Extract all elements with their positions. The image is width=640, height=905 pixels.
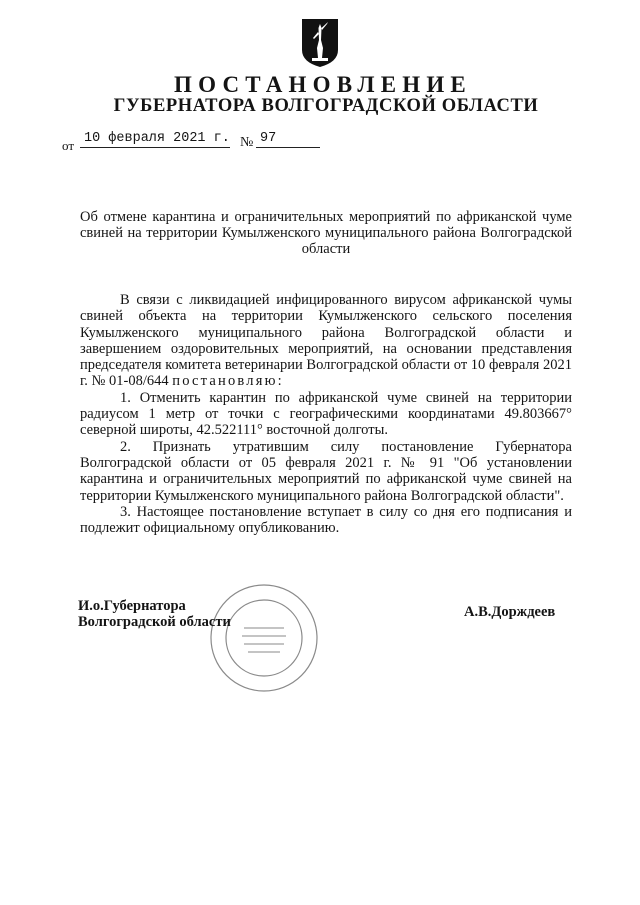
document-title: ПОСТАНОВЛЕНИЕ <box>174 72 472 97</box>
document-body <box>80 292 572 536</box>
preamble-paragraph <box>80 292 572 390</box>
item-1: 1. Отменить карантин по африканской чуме свиней на территории радиусом 1 метр от точки с географическими координатами 49.803667° северной широты, 42.522111° восточной долготы. <box>80 389 572 439</box>
number-prefix: № <box>240 135 254 150</box>
date-prefix: от <box>62 138 75 153</box>
item-3: 3. Настоящее постановление вступает в силу со дня его подписания и подлежит официальному опубликованию. <box>80 503 572 537</box>
document-issuer: ГУБЕРНАТОРА ВОЛГОГРАДСКОЙ ОБЛАСТИ <box>113 96 539 116</box>
item-2: 2. Признать утратившим силу постановление Губернатора Волгоградской области от 05 февраля 2021 г. № 91 "Об установлении карантина и ограничительных мероприятий по африканской чуме свиней на территории Кумылженского муниципального района Волгоградской области". <box>80 438 572 504</box>
signatory-position-line-1: И.о.Губернатора <box>78 598 186 614</box>
document-date: 10 февраля 2021 г. <box>80 131 230 148</box>
document-subject: Об отмене карантина и ограничительных мероприятий по африканской чуме свиней на территории Кумылженского муниципального района Волгоградской области <box>80 209 572 257</box>
preamble-text: В связи с ликвидацией инфицированного вирусом африканской чумы свиней объекта на территории Кумылженского сельского поселения Кумылженского муниципального района Волгоградской области и завершением оздоровительных мероприятий, на основании представления председателя комитета ветеринарии Волгоградской области от 10 февраля 2021 г. № 01-08/644 <box>80 292 572 390</box>
signatory-name: А.В.Дорждеев <box>464 604 556 620</box>
signatory-position-line-2: Волгоградской области <box>78 614 231 630</box>
signatory-position <box>78 598 231 630</box>
decree-word: постановляю: <box>172 373 284 390</box>
volgograd-coat-of-arms-icon <box>301 18 339 68</box>
document-number: 97 <box>256 131 320 148</box>
